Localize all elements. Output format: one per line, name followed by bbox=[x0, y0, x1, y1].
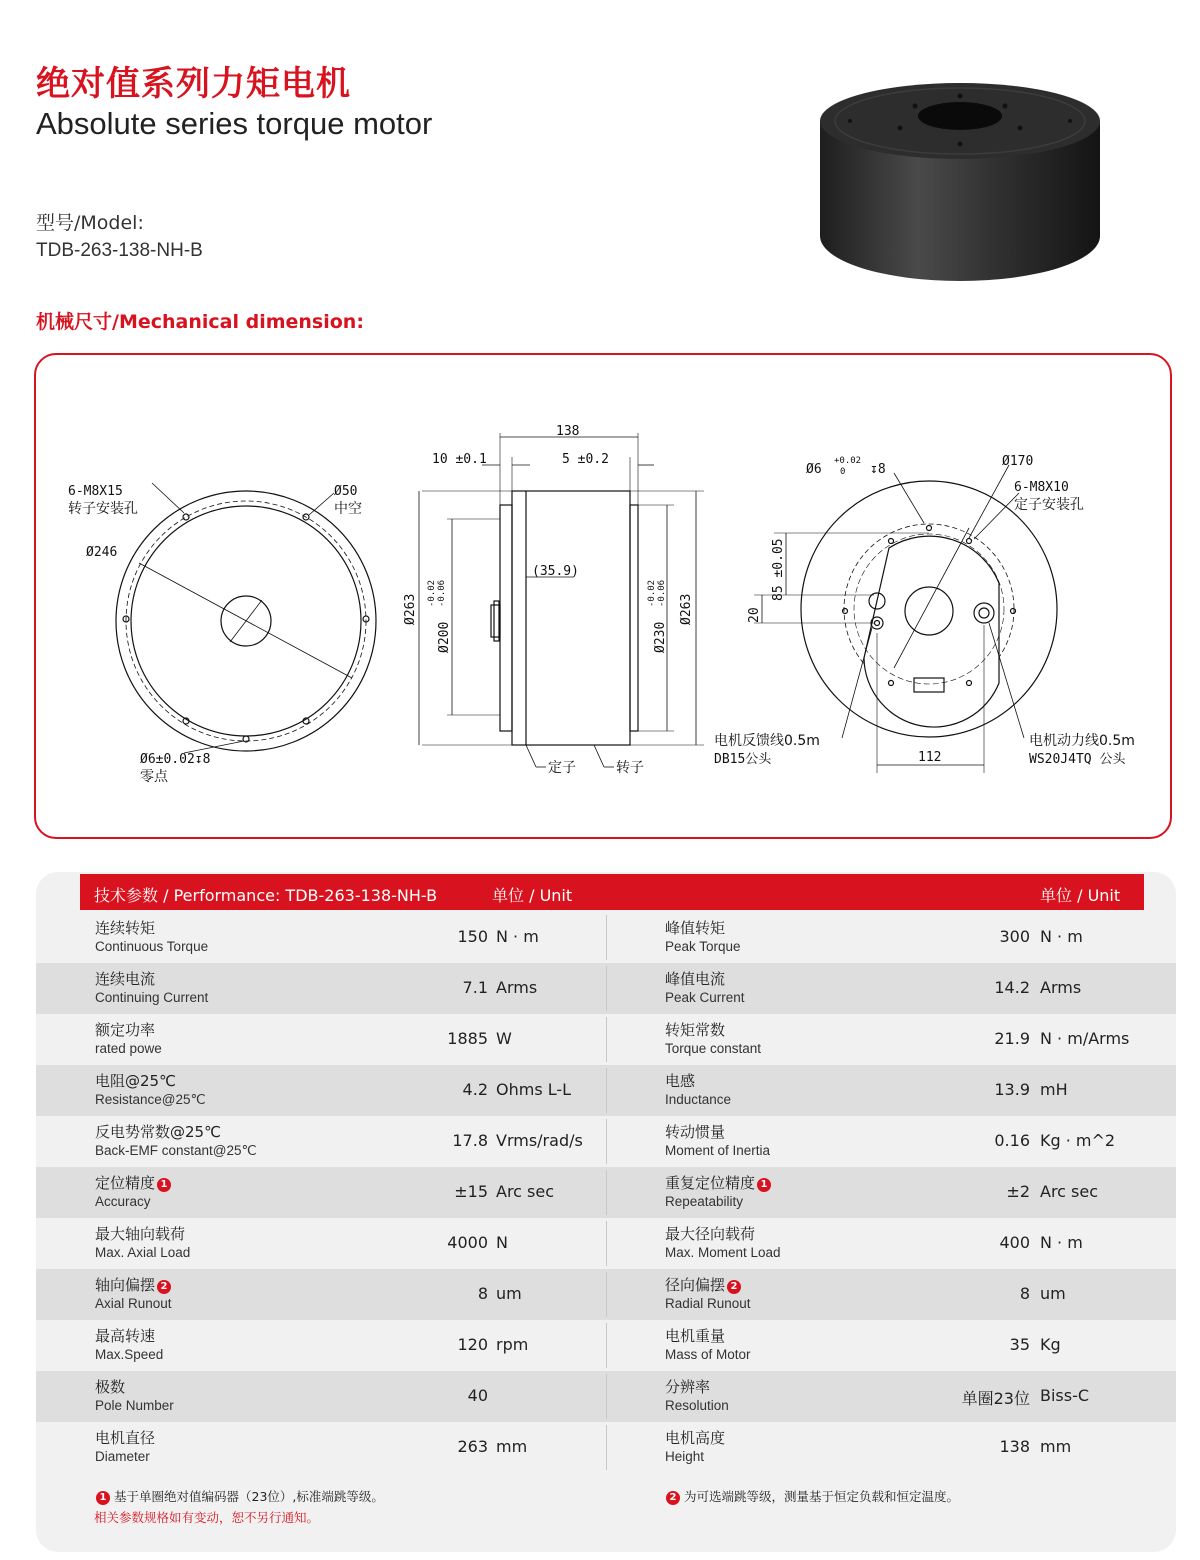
param-value-text: 138 bbox=[999, 1437, 1030, 1456]
model-label: 型号/Model: bbox=[36, 212, 144, 234]
param-value bbox=[447, 1233, 488, 1252]
param-value-text: 300 bbox=[999, 927, 1030, 946]
param-name-cn bbox=[665, 1172, 771, 1193]
footnote-badge: 1 bbox=[757, 1178, 771, 1192]
rotor-holes-spec: 6-M8X15 bbox=[68, 484, 123, 499]
param-name-cn bbox=[665, 1427, 725, 1448]
param-value-text: 7.1 bbox=[462, 978, 488, 997]
stator-holes-label: 定子安装孔 bbox=[1014, 497, 1084, 513]
param-name-cn bbox=[665, 1376, 710, 1397]
pin-tolerance-top: +0.02 bbox=[834, 456, 862, 466]
unit-header-left: 单位 / Unit bbox=[492, 886, 573, 905]
param-name-en bbox=[665, 1449, 704, 1464]
param-name-en-text: Mass of Motor bbox=[665, 1347, 751, 1362]
param-name-en bbox=[95, 1041, 162, 1056]
zero-pin-label: 零点 bbox=[140, 769, 168, 785]
zero-pin-spec: Ø6±0.02↧8 bbox=[140, 752, 211, 767]
note-1 bbox=[94, 1487, 384, 1505]
param-value bbox=[999, 1437, 1030, 1456]
table-row bbox=[36, 912, 1176, 963]
table-row bbox=[36, 1320, 1176, 1371]
param-unit bbox=[1040, 978, 1081, 997]
param-unit-text: Ohms L-L bbox=[496, 1080, 572, 1099]
diameter-230: Ø230 bbox=[653, 621, 668, 653]
page-title-cn: 绝对值系列力矩电机 bbox=[36, 64, 351, 104]
outer-diameter: Ø246 bbox=[86, 545, 118, 560]
param-unit-text: Arms bbox=[1040, 978, 1082, 997]
param-name-en-text: Pole Number bbox=[95, 1398, 174, 1413]
param-name-en-text: Radial Runout bbox=[665, 1296, 751, 1311]
param-unit bbox=[1040, 1080, 1068, 1099]
param-name-cn-text: 电感 bbox=[665, 1072, 696, 1090]
param-name-cn-text: 峰值转矩 bbox=[665, 919, 726, 937]
param-name-en-text: Continuous Torque bbox=[95, 939, 209, 954]
param-value-text: 35 bbox=[1009, 1335, 1030, 1354]
rotor-holes-label: 转子安装孔 bbox=[68, 501, 138, 517]
param-name-en bbox=[665, 1092, 731, 1107]
param-name-cn-text: 连续转矩 bbox=[95, 919, 156, 937]
table-row bbox=[36, 1422, 1176, 1473]
dimension-85: 85 ±0.05 bbox=[771, 538, 786, 601]
param-value-text: ±15 bbox=[454, 1182, 488, 1201]
param-name-cn bbox=[95, 1274, 171, 1295]
param-value bbox=[999, 927, 1030, 946]
diameter-230-tolerance-b: -0.06 bbox=[657, 579, 667, 607]
param-name-en bbox=[95, 1398, 174, 1413]
performance-title: 技术参数 / Performance: TDB-263-138-NH-B bbox=[94, 886, 438, 905]
param-unit-text: N bbox=[496, 1233, 508, 1252]
feedback-cable-label: 电机反馈线0.5m bbox=[714, 733, 820, 749]
note-disclaimer: 相关参数规格如有变动，恕不另行通知。 bbox=[94, 1510, 320, 1525]
param-value bbox=[994, 1131, 1030, 1150]
param-unit-text: N · m bbox=[1040, 927, 1083, 946]
diameter-200-tolerance-a: -0.02 bbox=[427, 579, 437, 607]
param-name-cn-text: 转动惯量 bbox=[665, 1123, 726, 1141]
param-name-en bbox=[95, 1092, 206, 1108]
param-name-en bbox=[95, 1296, 172, 1311]
performance-table bbox=[36, 912, 1176, 1473]
param-unit bbox=[1040, 1029, 1129, 1048]
param-value bbox=[463, 1080, 488, 1099]
param-value bbox=[447, 1029, 488, 1048]
pin-diameter: Ø6 bbox=[806, 462, 822, 477]
param-value-text: 150 bbox=[457, 927, 488, 946]
left-diameter-263: Ø263 bbox=[403, 593, 418, 625]
param-name-cn-text: 额定功率 bbox=[95, 1021, 156, 1039]
param-value-text: 0.16 bbox=[994, 1131, 1030, 1150]
param-name-cn bbox=[665, 1325, 725, 1346]
param-value-text: 4.2 bbox=[462, 1080, 488, 1099]
param-name-en bbox=[665, 1245, 781, 1260]
stator-label: 定子 bbox=[548, 760, 576, 776]
column-divider bbox=[606, 1170, 607, 1215]
param-value-text: 400 bbox=[999, 1233, 1030, 1252]
param-unit bbox=[1040, 1182, 1098, 1201]
param-value-text: 单圈23位 bbox=[961, 1389, 1030, 1408]
param-unit-text: Biss-C bbox=[1040, 1386, 1090, 1405]
param-name-cn-text: 连续电流 bbox=[95, 970, 156, 988]
param-unit-text: um bbox=[1040, 1284, 1066, 1303]
param-unit bbox=[496, 978, 537, 997]
model-value: TDB-263-138-NH-B bbox=[36, 240, 203, 261]
param-unit-text: Vrms/rad/s bbox=[496, 1131, 583, 1150]
right-diameter-263: Ø263 bbox=[679, 593, 694, 625]
param-unit bbox=[496, 1233, 508, 1252]
pin-depth: ↧8 bbox=[870, 462, 886, 477]
param-name-cn-text: 峰值电流 bbox=[665, 970, 726, 988]
param-value bbox=[457, 927, 488, 946]
inner-length-dimension: (35.9) bbox=[532, 564, 579, 579]
param-unit-text: Arc sec bbox=[496, 1182, 555, 1201]
param-name-en bbox=[665, 1296, 751, 1311]
param-name-en bbox=[95, 1449, 150, 1464]
param-name-cn-text: 轴向偏摆 bbox=[95, 1276, 156, 1294]
param-value-text: 263 bbox=[457, 1437, 488, 1456]
param-name-cn bbox=[665, 1274, 741, 1295]
mechanical-dimension-title: 机械尺寸/Mechanical dimension: bbox=[36, 311, 364, 333]
param-name-en-text: Peak Current bbox=[665, 990, 745, 1005]
param-value bbox=[468, 1386, 488, 1405]
param-name-en bbox=[95, 1347, 163, 1362]
param-unit bbox=[496, 1029, 512, 1048]
param-value-text: 120 bbox=[457, 1335, 488, 1354]
param-value bbox=[463, 978, 488, 997]
param-name-en-text: Max. Moment Load bbox=[665, 1245, 781, 1260]
column-divider bbox=[606, 915, 607, 960]
param-name-en bbox=[665, 1194, 743, 1209]
param-name-cn bbox=[95, 1121, 221, 1142]
param-unit bbox=[1040, 1335, 1061, 1354]
param-name-cn-text: 电机重量 bbox=[665, 1327, 726, 1345]
param-unit bbox=[1040, 1131, 1115, 1150]
column-divider bbox=[606, 1425, 607, 1470]
param-name-en-text: Peak Torque bbox=[665, 939, 741, 954]
param-name-en bbox=[95, 990, 208, 1005]
note-1-text: 基于单圈绝对值编码器（23位）,标准端跳等级。 bbox=[113, 1489, 384, 1504]
param-name-en-text: Max. Axial Load bbox=[95, 1245, 191, 1260]
param-name-cn bbox=[95, 1070, 176, 1091]
param-value-text: 1885 bbox=[447, 1029, 488, 1048]
param-value bbox=[457, 1335, 488, 1354]
note-1-badge: 1 bbox=[96, 1491, 110, 1505]
param-name-cn-text: 电阻@25℃ bbox=[95, 1072, 176, 1090]
param-unit-text: Arc sec bbox=[1040, 1182, 1099, 1201]
table-row bbox=[36, 1065, 1176, 1116]
param-name-en-text: Accuracy bbox=[95, 1194, 151, 1209]
param-name-cn bbox=[665, 917, 725, 938]
param-name-en bbox=[665, 939, 741, 954]
param-value-text: 13.9 bbox=[994, 1080, 1030, 1099]
right-offset-dimension: 5 ±0.2 bbox=[562, 452, 609, 467]
param-name-en-text: rated powe bbox=[95, 1041, 162, 1056]
dimension-112: 112 bbox=[918, 750, 942, 765]
table-row bbox=[36, 963, 1176, 1014]
motor-photo bbox=[815, 76, 1105, 286]
param-unit-text: rpm bbox=[496, 1335, 529, 1354]
left-offset-dimension: 10 ±0.1 bbox=[432, 452, 487, 467]
column-divider bbox=[606, 1119, 607, 1164]
param-name-cn bbox=[665, 1223, 755, 1244]
param-name-en bbox=[95, 1245, 190, 1260]
param-name-en-text: Axial Runout bbox=[95, 1296, 172, 1311]
param-unit bbox=[1040, 927, 1083, 946]
param-unit-text: um bbox=[496, 1284, 522, 1303]
length-dimension: 138 bbox=[556, 424, 580, 439]
param-unit bbox=[496, 927, 539, 946]
param-name-en bbox=[665, 990, 745, 1005]
param-name-en bbox=[665, 1041, 761, 1056]
param-unit bbox=[1040, 1284, 1066, 1303]
param-name-en-text: Resistance@25℃ bbox=[95, 1092, 206, 1107]
power-connector-label: WS20J4TQ 公头 bbox=[1029, 752, 1126, 767]
param-name-en-text: Torque constant bbox=[665, 1041, 762, 1056]
stator-holes-spec: 6-M8X10 bbox=[1014, 480, 1069, 495]
param-value bbox=[962, 1386, 1030, 1409]
param-name-cn-text: 电机直径 bbox=[95, 1429, 156, 1447]
note-2-badge: 2 bbox=[666, 1491, 680, 1505]
param-value-text: 8 bbox=[477, 1284, 488, 1303]
param-name-cn bbox=[665, 968, 725, 989]
param-name-en-text: Height bbox=[665, 1449, 705, 1464]
param-unit-text: mm bbox=[1040, 1437, 1072, 1456]
unit-header-right: 单位 / Unit bbox=[1040, 886, 1121, 905]
note-2 bbox=[664, 1487, 959, 1505]
table-row bbox=[36, 1167, 1176, 1218]
table-row bbox=[36, 1014, 1176, 1065]
param-name-cn bbox=[665, 1019, 725, 1040]
table-row bbox=[36, 1116, 1176, 1167]
param-name-en bbox=[95, 1194, 151, 1209]
param-unit-text: N · m/Arms bbox=[1040, 1029, 1130, 1048]
param-name-cn bbox=[95, 1019, 155, 1040]
diameter-230-tolerance-a: -0.02 bbox=[647, 579, 657, 607]
param-value bbox=[452, 1131, 488, 1150]
param-unit bbox=[496, 1335, 528, 1354]
param-name-cn-text: 最大径向载荷 bbox=[665, 1225, 756, 1243]
table-row bbox=[36, 1218, 1176, 1269]
param-unit-text: Arms bbox=[496, 978, 538, 997]
param-value bbox=[994, 1029, 1030, 1048]
param-unit-text: N · m bbox=[496, 927, 539, 946]
param-unit bbox=[496, 1284, 522, 1303]
dimension-20: 20 bbox=[747, 607, 762, 623]
param-unit-text: Kg · m^2 bbox=[1040, 1131, 1116, 1150]
table-row bbox=[36, 1371, 1176, 1422]
param-name-cn-text: 最高转速 bbox=[95, 1327, 156, 1345]
param-name-en bbox=[95, 1143, 257, 1159]
diameter-200-tolerance-b: -0.06 bbox=[437, 579, 447, 607]
param-name-cn-text: 极数 bbox=[95, 1378, 126, 1396]
param-name-cn-text: 电机高度 bbox=[665, 1429, 726, 1447]
param-name-en-text: Back-EMF constant@25℃ bbox=[95, 1143, 257, 1158]
param-value bbox=[999, 1233, 1030, 1252]
param-name-en bbox=[665, 1398, 729, 1413]
param-name-en-text: Diameter bbox=[95, 1449, 150, 1464]
param-name-cn bbox=[95, 1223, 185, 1244]
param-unit bbox=[1040, 1437, 1071, 1456]
param-value-text: ±2 bbox=[1006, 1182, 1030, 1201]
column-divider bbox=[606, 966, 607, 1011]
feedback-connector-label: DB15公头 bbox=[714, 752, 772, 767]
param-name-en-text: Moment of Inertia bbox=[665, 1143, 771, 1158]
param-name-cn bbox=[95, 1172, 171, 1193]
pin-tolerance-bottom: 0 bbox=[840, 467, 846, 477]
param-unit-text: W bbox=[496, 1029, 512, 1048]
param-name-cn bbox=[95, 1325, 155, 1346]
param-name-cn-text: 重复定位精度 bbox=[665, 1174, 756, 1192]
param-value-text: 17.8 bbox=[452, 1131, 488, 1150]
param-name-en bbox=[95, 939, 208, 954]
param-unit bbox=[1040, 1233, 1083, 1252]
param-value bbox=[994, 978, 1030, 997]
param-name-cn-text: 反电势常数@25℃ bbox=[95, 1123, 221, 1141]
param-unit bbox=[1040, 1386, 1089, 1405]
hollow-diameter: Ø50 bbox=[334, 484, 358, 499]
param-value-text: 21.9 bbox=[994, 1029, 1030, 1048]
diameter-200: Ø200 bbox=[437, 621, 452, 653]
param-name-en bbox=[665, 1143, 770, 1158]
param-name-cn bbox=[95, 917, 155, 938]
param-unit-text: Kg bbox=[1040, 1335, 1061, 1354]
param-name-en-text: Resolution bbox=[665, 1398, 729, 1413]
param-name-cn-text: 定位精度 bbox=[95, 1174, 156, 1192]
rotor-label: 转子 bbox=[616, 760, 644, 776]
mechanical-drawing bbox=[34, 353, 1172, 839]
param-value-text: 4000 bbox=[447, 1233, 488, 1252]
page-title-en: Absolute series torque motor bbox=[36, 106, 433, 141]
param-name-cn-text: 径向偏摆 bbox=[665, 1276, 726, 1294]
param-unit-text: mm bbox=[496, 1437, 528, 1456]
param-value bbox=[454, 1182, 488, 1201]
power-cable-label: 电机动力线0.5m bbox=[1029, 733, 1135, 749]
param-name-cn bbox=[665, 1121, 725, 1142]
param-name-en-text: Inductance bbox=[665, 1092, 732, 1107]
param-name-cn-text: 分辨率 bbox=[665, 1378, 711, 1396]
table-row bbox=[36, 1269, 1176, 1320]
param-name-en-text: Max.Speed bbox=[95, 1347, 164, 1362]
param-unit bbox=[496, 1182, 554, 1201]
column-divider bbox=[606, 1068, 607, 1113]
param-value-text: 8 bbox=[1019, 1284, 1030, 1303]
param-value-text: 14.2 bbox=[994, 978, 1030, 997]
column-divider bbox=[606, 1272, 607, 1317]
param-value-text: 40 bbox=[467, 1386, 488, 1405]
bolt-circle-diameter: Ø170 bbox=[1002, 454, 1034, 469]
param-value bbox=[994, 1080, 1030, 1099]
param-name-cn bbox=[95, 1427, 155, 1448]
footnote-badge: 1 bbox=[157, 1178, 171, 1192]
param-value bbox=[1010, 1335, 1030, 1354]
param-name-cn-text: 最大轴向载荷 bbox=[95, 1225, 186, 1243]
param-value bbox=[457, 1437, 488, 1456]
param-unit bbox=[496, 1080, 571, 1099]
param-name-cn bbox=[665, 1070, 695, 1091]
param-unit-text: N · m bbox=[1040, 1233, 1083, 1252]
param-value bbox=[1006, 1182, 1030, 1201]
column-divider bbox=[606, 1323, 607, 1368]
param-name-cn bbox=[95, 968, 155, 989]
footnote-badge: 2 bbox=[727, 1280, 741, 1294]
note-2-text: 为可选端跳等级，测量基于恒定负载和恒定温度。 bbox=[683, 1489, 959, 1504]
param-unit-text: mH bbox=[1040, 1080, 1068, 1099]
hollow-label: 中空 bbox=[334, 501, 362, 517]
param-name-en-text: Repeatability bbox=[665, 1194, 744, 1209]
column-divider bbox=[606, 1374, 607, 1419]
param-value bbox=[478, 1284, 488, 1303]
column-divider bbox=[606, 1017, 607, 1062]
param-value bbox=[1020, 1284, 1030, 1303]
param-name-cn-text: 转矩常数 bbox=[665, 1021, 726, 1039]
param-unit bbox=[496, 1437, 527, 1456]
param-name-en bbox=[665, 1347, 751, 1362]
param-name-en-text: Continuing Current bbox=[95, 990, 209, 1005]
footnote-badge: 2 bbox=[157, 1280, 171, 1294]
column-divider bbox=[606, 1221, 607, 1266]
param-unit bbox=[496, 1131, 583, 1150]
param-name-cn bbox=[95, 1376, 125, 1397]
performance-header bbox=[80, 874, 1144, 910]
